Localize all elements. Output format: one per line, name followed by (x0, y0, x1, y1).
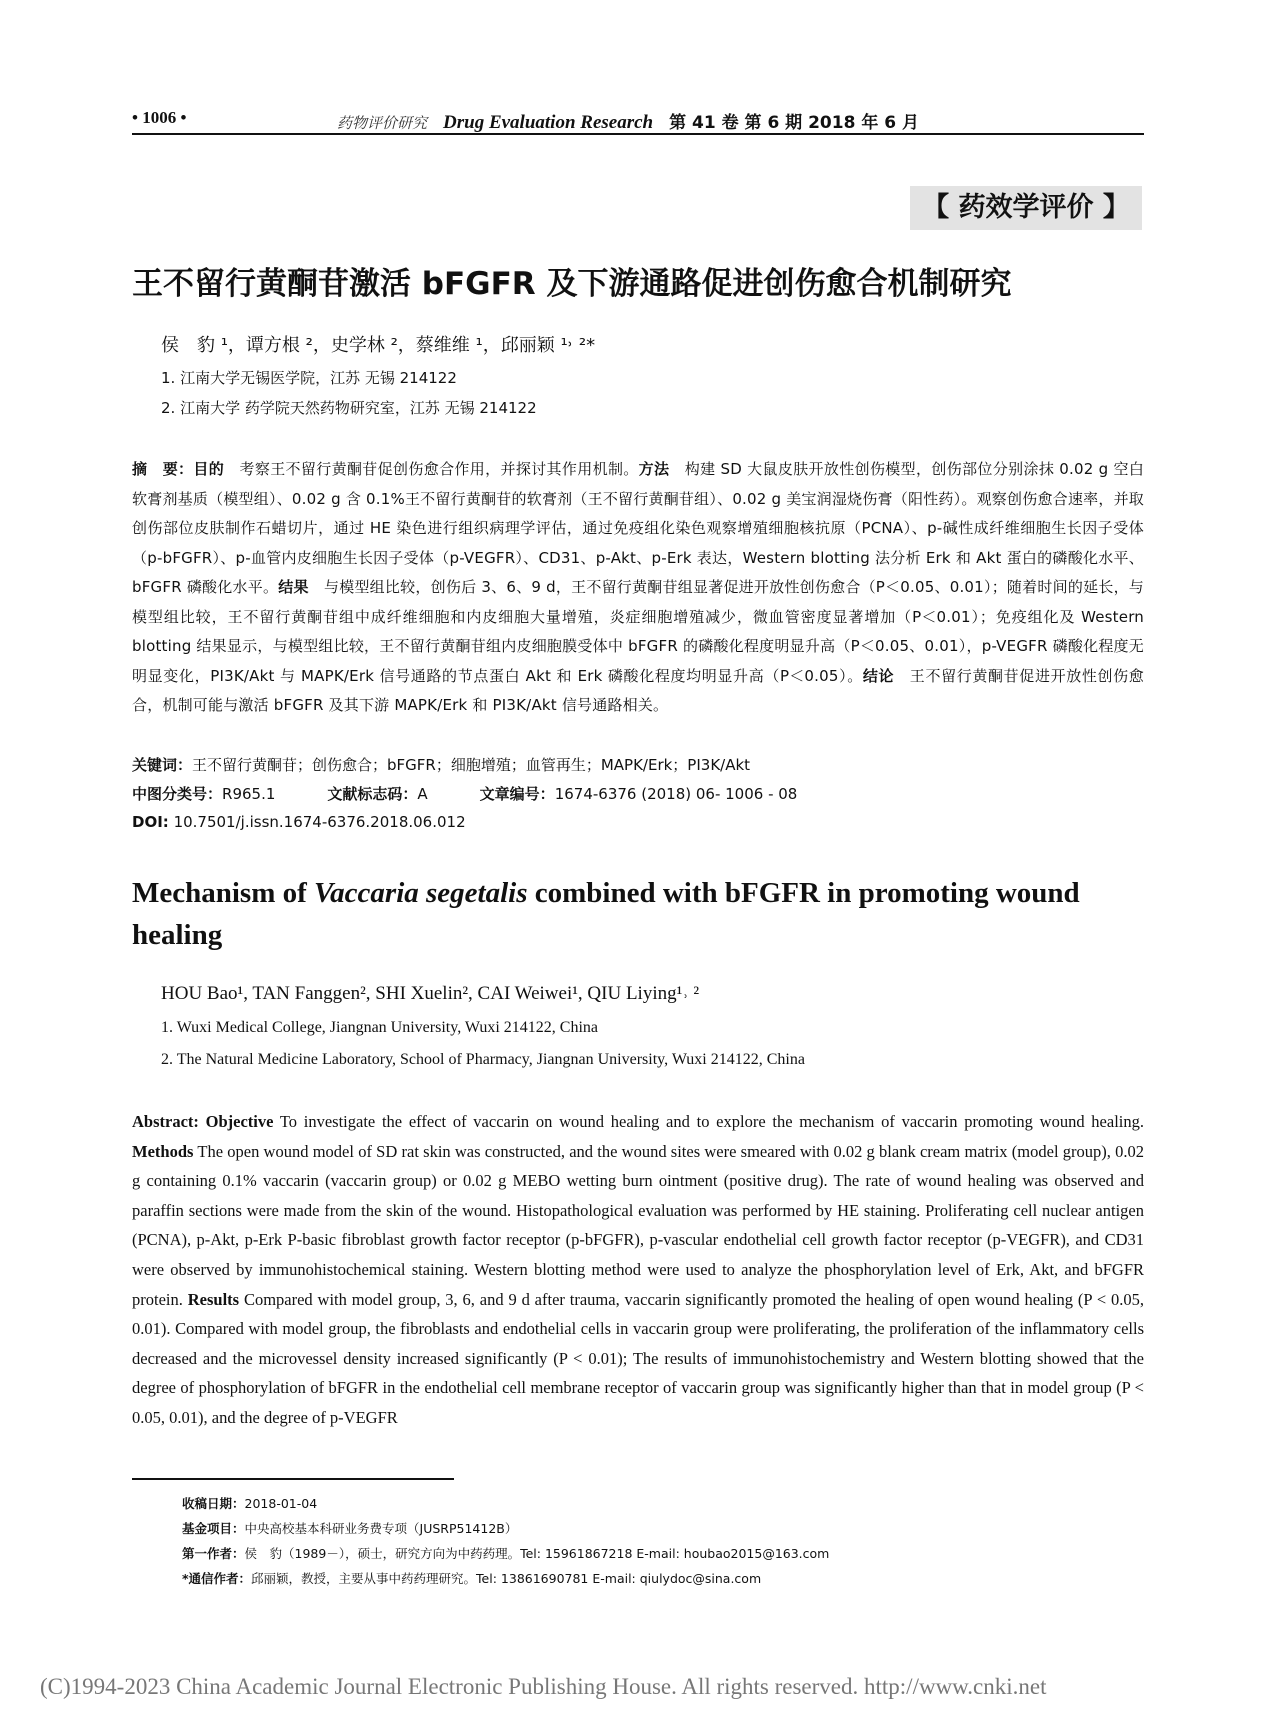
doi-label: DOI: (132, 813, 169, 831)
cn-objective: 考察王不留行黄酮苷促创伤愈合作用，并探讨其作用机制。 (224, 460, 639, 478)
journal-logo: 药物评价研究 (337, 114, 428, 132)
corresponding-text: 邱丽颖，教授，主要从事中药药理研究。Tel: 13861690781 E-mail: qiulydoc@sina.com (251, 1571, 762, 1586)
article-no-value: 1674-6376 (2018) 06- 1006 - 08 (554, 785, 798, 803)
cn-methods: 构建 SD 大鼠皮肤开放性创伤模型，创伤部位分别涂抹 0.02 g 空白软膏剂基质（模型组）、0.02 g 含 0.1%王不留行黄酮苷的软膏剂（王不留行黄酮苷组）、0.02 g 美宝润湿烧伤膏（阳性药）。观察创伤愈合速率，并取创伤部位皮肤制作石蜡切片，通过 HE 染色进行组织病理学评估，通过免疫组化染色观察增殖细胞核抗原（PCNA）、p-碱性成纤维细胞生长因子受体（p-bFGFR）、p-血管内皮细胞生长因子受体（p-VEGFR）、CD31、p-Akt、p-Erk 表达，Western blotting 法分析 Erk 和 Akt 蛋白的磷酸化水平、bFGFR 磷酸化水平。 (132, 460, 1145, 596)
cn-keywords-text: 王不留行黄酮苷；创伤愈合；bFGFR；细胞增殖；血管再生；MAPK/Erk；PI3K/Akt (192, 756, 751, 774)
received-label: 收稿日期： (182, 1496, 245, 1511)
doi (132, 813, 466, 831)
cn-results-label: 结果 (278, 578, 309, 596)
journal-header (337, 108, 919, 134)
running-header (132, 106, 1144, 132)
journal-name-en: Drug Evaluation Research (443, 112, 654, 133)
footnote-rule (132, 1478, 454, 1480)
footnote-corresponding (182, 1569, 761, 1587)
cn-title: 王不留行黄酮苷激活 bFGFR 及下游通路促进创伤愈合机制研究 (132, 266, 1012, 302)
issue-info: 第 41 卷 第 6 期 2018 年 6 月 (669, 113, 920, 133)
cn-keywords-label: 关键词： (132, 756, 193, 774)
en-abstract-label: Abstract: Objective (132, 1112, 274, 1131)
en-methods: The open wound model of SD rat skin was constructed, and the wound sites were smeared with 0.02 g blank cream matrix (model group), 0.02 g containing 0.1% vaccarin (vaccarin group) or 0.02 g MEBO wetting burn ointment (positive drug). The rate of wound healing was observed and paraffin sections were made from the skin of the wound. Histopathological evaluation was performed by HE staining. Proliferating cell nuclear antigen (PCNA), p-Akt, p-Erk P-basic fibroblast growth factor receptor (p-bFGFR), p-vascular endothelial cell growth factor receptor (p-VEGFR), and CD31 were observed by immunohistochemical staining. Western blotting method were used to analyze the phosphorylation level of Erk, Akt, and bFGFR protein. (132, 1141, 1144, 1309)
received-date: 2018-01-04 (244, 1496, 318, 1511)
cn-conclusion-label: 结论 (862, 666, 895, 685)
en-objective: To investigate the effect of vaccarin on wound healing and to explore the mechanism of vaccarin promoting wound healing. (273, 1112, 1144, 1131)
en-affiliation-1: 1. Wuxi Medical College, Jiangnan University, Wuxi 214122, China (161, 1019, 599, 1036)
cn-conclusion: 王不留行黄酮苷促进开放性创伤愈合，机制可能与激活 bFGFR 及其下游 MAPK/Erk 和 PI3K/Akt 信号通路相关。 (132, 666, 1144, 714)
en-authors: HOU Bao¹, TAN Fanggen², SHI Xuelin², CAI Weiwei¹, QIU Liying¹˒ ² (161, 983, 700, 1004)
first-author-label: 第一作者： (182, 1546, 245, 1561)
header-rule (132, 133, 1144, 135)
section-tag: 【 药效学评价 】 (910, 186, 1142, 230)
cn-authors: 侯 豹 ¹，谭方根 ²，史学林 ²，蔡维维 ¹，邱丽颖 ¹˒ ²* (161, 335, 596, 356)
fund-label: 基金项目： (182, 1521, 245, 1536)
footnote-first-author (182, 1544, 829, 1562)
en-results-label: Results (187, 1289, 240, 1309)
fund-text: 中央高校基本科研业务费专项（JUSRP51412B） (244, 1521, 518, 1536)
article-no-label: 文章编号： (479, 785, 555, 803)
cn-objective-label: 目的 (193, 460, 225, 478)
cn-methods-label: 方法 (638, 460, 670, 478)
corresponding-label: *通信作者： (182, 1571, 252, 1586)
class-value: R965.1 (222, 785, 276, 803)
copyright-notice: (C)1994-2023 China Academic Journal Electronic Publishing House. All rights reserved. http://www.cnki.net (40, 1674, 1047, 1699)
page-number: • 1006 • (132, 108, 187, 127)
class-label: 中图分类号： (132, 785, 223, 803)
en-results: Compared with model group, 3, 6, and 9 d after trauma, vaccarin significantly promoted the healing of open wound healing (P < 0.05, 0.01). Compared with model group, the fibroblasts and endothelial cells in vaccarin group were proliferating, the proliferation of the inflammatory cells decreased and the microvessel density increased significantly (P < 0.01); The results of immunohistochemistry and Western blotting showed that the degree of phosphorylation of bFGFR in the endothelial cell membrane receptor of vaccarin group was significantly higher than that in model group (P < 0.05, 0.01), and the degree of p-VEGFR (132, 1289, 1144, 1427)
footnote-fund (182, 1519, 517, 1537)
doi-value: 10.7501/j.issn.1674-6376.2018.06.012 (168, 813, 466, 831)
cn-keywords (132, 754, 750, 775)
cn-abstract-label: 摘 要： (132, 460, 194, 478)
en-methods-label: Methods (132, 1141, 194, 1161)
cn-affiliation-2: 2. 江南大学 药学院天然药物研究室，江苏 无锡 214122 (161, 399, 537, 417)
en-title (132, 872, 1132, 956)
footnote-received (182, 1494, 317, 1512)
en-title-italic: Vaccaria segetalis (314, 877, 528, 909)
en-title-post: combined with bFGFR in promoting wound healing (132, 877, 1080, 951)
cn-results: 与模型组比较，创伤后 3、6、9 d，王不留行黄酮苷组显著促进开放性创伤愈合（P＜0.05、0.01）；随着时间的延长，与模型组比较，王不留行黄酮苷组中成纤维细胞和内皮细胞大量增殖，炎症细胞增殖减少，微血管密度显著增加（P＜0.01）；免疫组化及 Western blotting 结果显示，与模型组比较，王不留行黄酮苷组内皮细胞膜受体中 bFGFR 的磷酸化程度明显升高（P＜0.05、0.01），p-VEGFR 磷酸化程度无明显变化，PI3K/Akt 与 MAPK/Erk 信号通路的节点蛋白 Akt 和 Erk 磷酸化程度均明显升高（P＜0.05）。 (132, 578, 1145, 685)
en-abstract (132, 1107, 1144, 1433)
en-title-pre: Mechanism of (132, 877, 315, 909)
doc-code-label: 文献标志码： (327, 785, 418, 803)
doc-code-value: A (417, 785, 428, 803)
cn-affiliation-1: 1. 江南大学无锡医学院，江苏 无锡 214122 (161, 369, 457, 387)
cn-abstract (132, 455, 1144, 721)
cn-classification (132, 783, 797, 804)
first-author-text: 侯 豹（1989－），硕士，研究方向为中药药理。Tel: 15961867218 E-mail: houbao2015@163.com (244, 1546, 830, 1561)
en-affiliation-2: 2. The Natural Medicine Laboratory, School of Pharmacy, Jiangnan University, Wuxi 214122, China (161, 1051, 805, 1068)
